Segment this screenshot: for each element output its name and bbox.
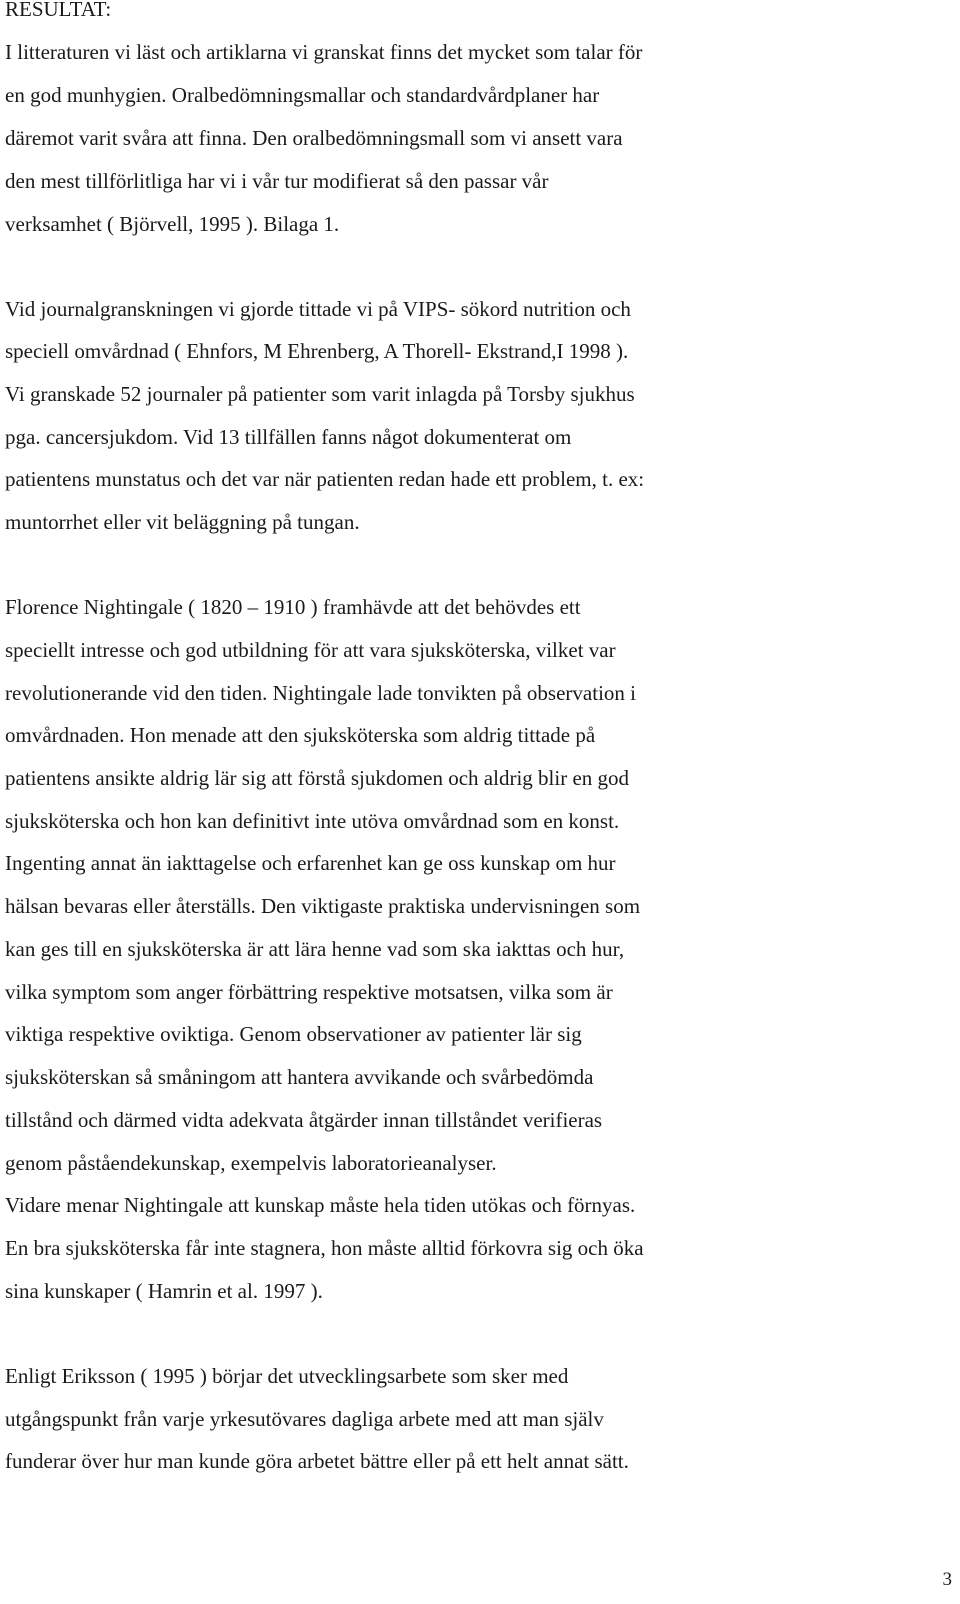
text-line: funderar över hur man kunde göra arbetet bättre eller på ett helt annat sätt.	[5, 1449, 629, 1473]
text-line: speciellt intresse och god utbildning för att vara sjuksköterska, vilket var	[5, 638, 616, 662]
text-line: Vidare menar Nightingale att kunskap måste hela tiden utökas och förnyas.	[5, 1193, 636, 1217]
text-line: Vid journalgranskningen vi gjorde tittade vi på VIPS- sökord nutrition och	[5, 297, 631, 321]
text-line: vilka symptom som anger förbättring respektive motsatsen, vilka som är	[5, 980, 613, 1004]
text-line: sina kunskaper ( Hamrin et al. 1997 ).	[5, 1279, 323, 1303]
text-line: Vi granskade 52 journaler på patienter som varit inlagda på Torsby sjukhus	[5, 382, 635, 406]
text-line: En bra sjuksköterska får inte stagnera, hon måste alltid förkovra sig och öka	[5, 1236, 644, 1260]
text-line: viktiga respektive oviktiga. Genom observationer av patienter lär sig	[5, 1022, 582, 1046]
text-line: genom påståendekunskap, exempelvis laboratorieanalyser.	[5, 1151, 497, 1175]
text-line: speciell omvårdnad ( Ehnfors, M Ehrenberg, A Thorell- Ekstrand,I 1998 ).	[5, 339, 629, 363]
text-line: verksamhet ( Björvell, 1995 ). Bilaga 1.	[5, 212, 340, 236]
text-line: tillstånd och därmed vidta adekvata åtgärder innan tillståndet verifieras	[5, 1108, 603, 1132]
text-line: muntorrhet eller vit beläggning på tungan.	[5, 510, 360, 534]
text-line: Ingenting annat än iakttagelse och erfarenhet kan ge oss kunskap om hur	[5, 851, 616, 875]
text-line: sjuksköterska och hon kan definitivt inte utöva omvårdnad som en konst.	[5, 809, 620, 833]
text-line: en god munhygien. Oralbedömningsmallar och standardvårdplaner har	[5, 83, 600, 107]
text-line: Florence Nightingale ( 1820 – 1910 ) framhävde att det behövdes ett	[5, 595, 581, 619]
text-line: pga. cancersjukdom. Vid 13 tillfällen fanns något dokumenterat om	[5, 425, 572, 449]
text-line: revolutionerande vid den tiden. Nightingale lade tonvikten på observation i	[5, 681, 636, 705]
text-line: kan ges till en sjuksköterska är att lära henne vad som ska iakttas och hur,	[5, 937, 625, 961]
page-number: 3	[942, 1569, 952, 1590]
text-line: hälsan bevaras eller återställs. Den viktigaste praktiska undervisningen som	[5, 894, 641, 918]
text-line: I litteraturen vi läst och artiklarna vi granskat finns det mycket som talar för	[5, 40, 643, 64]
text-line: sjuksköterskan så småningom att hantera avvikande och svårbedömda	[5, 1065, 594, 1089]
text-line: omvårdnaden. Hon menade att den sjuksköterska som aldrig tittade på	[5, 723, 596, 747]
text-line: utgångspunkt från varje yrkesutövares dagliga arbete med att man själv	[5, 1407, 604, 1431]
text-line: Enligt Eriksson ( 1995 ) börjar det utvecklingsarbete som sker med	[5, 1364, 569, 1388]
section-heading: RESULTAT:	[5, 0, 112, 21]
text-line: däremot varit svåra att finna. Den oralbedömningsmall som vi ansett vara	[5, 126, 623, 150]
text-line: patientens ansikte aldrig lär sig att förstå sjukdomen och aldrig blir en god	[5, 766, 630, 790]
text-line: patientens munstatus och det var när patienten redan hade ett problem, t. ex:	[5, 467, 645, 491]
text-line: den mest tillförlitliga har vi i vår tur modifierat så den passar vår	[5, 169, 549, 193]
